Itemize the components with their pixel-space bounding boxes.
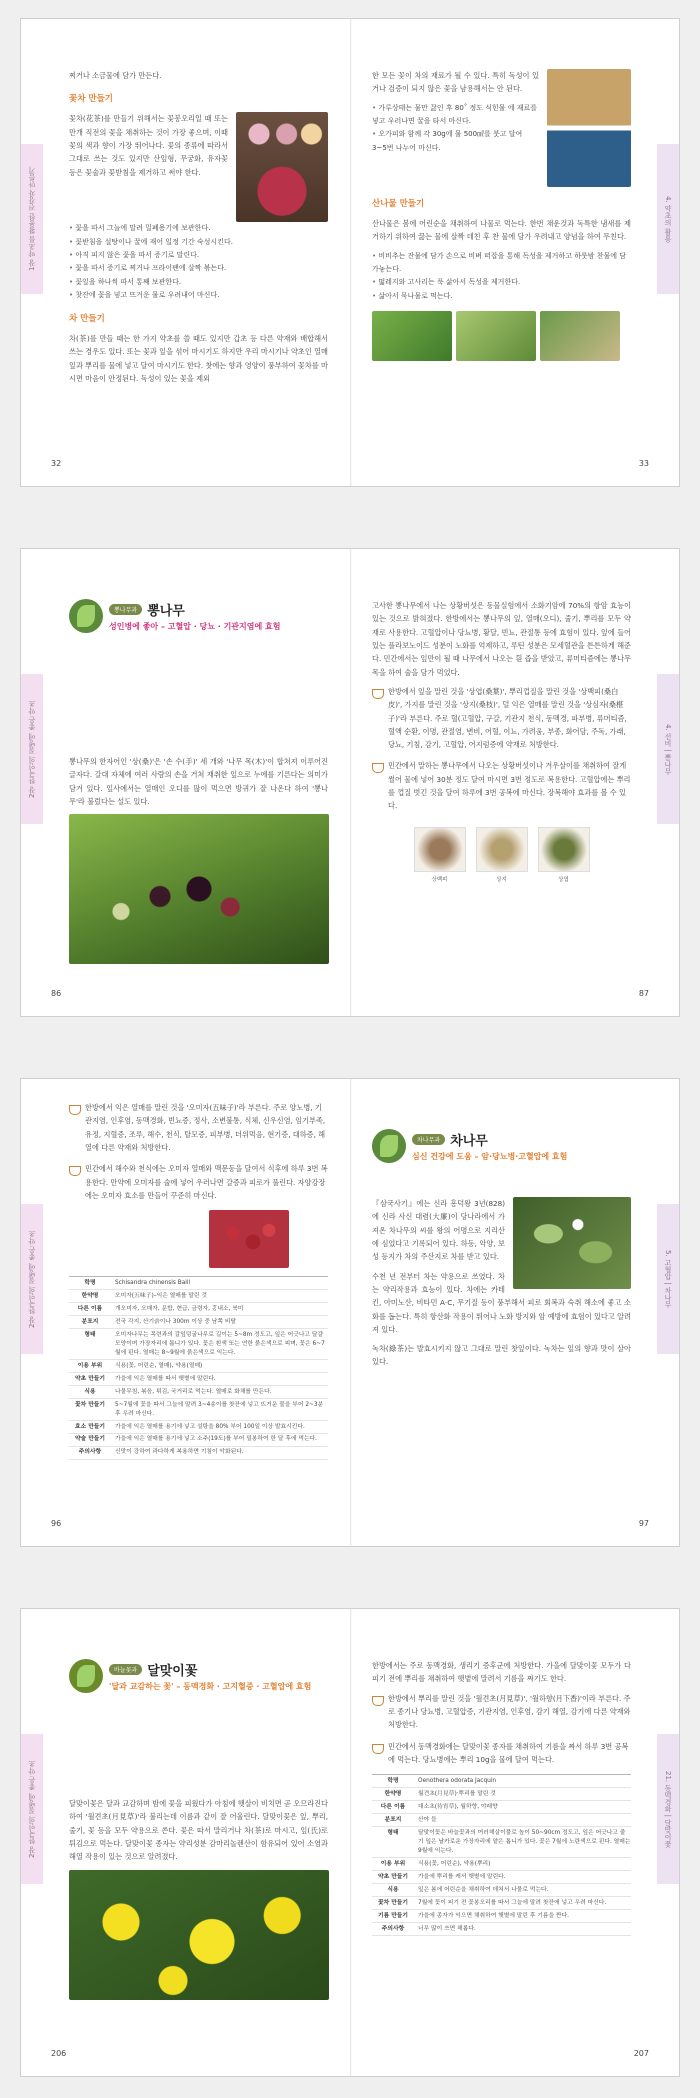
page-32 [21,19,350,486]
chapter-tab: 2장 한국인의 질병에 좋은 약초 [21,1734,43,1884]
tip-text: 한방에서 뿌리를 말린 것을 '월견초(月見草)', '월하향(月下香)'이라 부른다. 주로 종기나 당뇨병, 고혈압증, 기관지염, 인후염, 감기 해열, 감기에 다른 약재와 처방한다. [388,1693,631,1730]
tip-row [372,1692,631,1732]
tip-row [372,685,631,752]
plant-desc: '달과 교감하는 꽃' – 동맥경화 · 고지혈증 · 고혈압에 효험 [109,1682,312,1691]
intro-text: 찌거나 소금물에 담가 만든다. [69,71,162,80]
plant-desc: 성인병에 좋아 – 고혈압 · 당뇨 · 기관지염에 효험 [109,622,281,631]
tip-text: 한방에서 잎을 말린 것을 '상엽(桑葉)', 뿌리껍질을 말린 것을 '상백피(桑白皮)', 가지를 말린 것을 '상지(桑枝)', 덜 익은 열매를 말린 것을 '상심자(桑椹子)'라 부른다. 주로 혈(고혈압, 구갈, 기관지 천식, 동맥경, 파부병, 류머티즘, 혈액 순환, 이명, 관절염, 변비, 어혈, 이뇨, 가려움, 부종, 화어담, 주독, 가래, 당뇨, 기침, 감기, 고혈압, 어지럼증에 약재로 처방한다. [388,686,627,750]
table-row: 형태 오미자나무는 목련과의 갈잎덩굴나무로 길이는 5~8m 정도고, 잎은 어긋나고 달걀 모양이며 가장자리에 톱니가 있다. 꽃은 흰색 또는 연한 붉은색으로 피며, 꽃은 6~7월에 핀다. 열매는 8~9월에 붉은색으로 익는다. [69,1329,328,1360]
flower-tea-steps [69,222,328,302]
page-87 [350,549,679,1016]
table-row: 주의사항 신맛이 강하여 과다하게 복용하면 기침이 악화된다. [69,1447,328,1460]
plant-title: 뽕나무 [147,604,185,619]
table-row: 꽃차 만들기 7월에 꽃이 피기 전 꽃봉오리를 따서 그늘에 말려 찻잔에 넣고 우려 마신다. [372,1897,631,1910]
page-number: 206 [51,2049,67,2058]
family-badge: 바늘꽃과 [109,1664,142,1675]
plant-body: 수천 년 전부터 차는 약용으로 쓰였다. 차는 약리작용과 효능이 있다. 차에는 카테킨, 아미노산, 비타민 A·C, 무기질 등이 풍부해서 피로 회복과 숙취 해소에 좋고 소화를 돕는다. 특히 항산화 작용이 뛰어나 노화 방지와 암 예방에 효험이 있다고 알려져 있다. [372,1271,631,1334]
family-badge: 뽕나무과 [109,604,142,615]
table-row: 식용 나물무침, 볶음, 튀김, 국거리로 먹는다. 열매로 화채를 만든다. [69,1386,328,1399]
herb-thumb: 상백피 [414,827,466,883]
plant-header [69,1659,328,1693]
teacup-icon [69,1166,81,1176]
list-item: • 아직 피지 않은 꽃을 따서 증기로 말린다. [69,249,328,262]
table-row: 다른 이름 대소초(待宵草), 월하향, 야래향 [372,1801,631,1814]
page-number: 86 [51,989,62,998]
spec-table [69,1276,328,1460]
greens-steps [372,250,631,303]
page-206 [21,1609,350,2076]
flower-icon [69,1659,103,1693]
plant-title: 차나무 [450,1134,488,1149]
page-96 [21,1079,350,1546]
tip-row [69,1101,328,1154]
spread-pages-32-33 [20,18,680,487]
page-number: 87 [638,989,649,998]
page-number: 207 [633,2049,649,2058]
table-row: 주의사항 너무 많이 쓰면 해롭다. [372,1923,631,1936]
plant-desc: 심신 건강에 도움 – 암·당뇨병·고혈압에 효험 [412,1152,568,1161]
table-row: 기름 만들기 가을에 종자가 익으면 채취하여 햇볕에 말린 후 기름을 짠다. [372,1910,631,1923]
plant-header [69,599,328,633]
list-item: • 꽃을 따서 증기로 찌거나 프라이팬에 살짝 볶는다. [69,262,328,275]
teacup-icon [69,1105,81,1115]
chapter-tab: 2장 한국인의 질병에 좋은 약초 [21,1204,43,1354]
intro-text: 고사한 뽕나무에서 나는 상황버섯은 동물실험에서 소화기암에 70%의 항암 효능이 있는 것으로 밝혀졌다. 한방에서는 뽕나무의 잎, 열매(오디), 줄기, 뿌리를 모두 약재로 사용한다. 고혈압이나 당뇨병, 황달, 빈뇨, 관절통 등에 효험이 있다. 잎에 들어 있는 플라보노이드 성분이 노화를 억제하고, 루틴 성분은 모세혈관을 튼튼하게 해준다. 민간에서는 잎만이 될 때 나무에서 나오는 흰 즙을 받았고, 류머티즘에는 뽕나무 목을 하여 술을 담가 먹었다. [372,601,631,677]
table-row: 학명 Schisandra chinensis Baill [69,1277,328,1290]
flower-tea-body: 꽃차(花茶)를 만들기 위해서는 꽃봉오리일 때 또는 만개 직전의 꽃을 채취하는 것이 가장 좋으며, 이때 꽃의 색과 향이 가장 뛰어나다. 꽃의 종류에 따라서 그대로 쓰는 것도 있지만 산잎형, 무궁화, 유자꽃 등은 꽃술과 꽃받침을 제거하고 써야 한다. [69,114,228,177]
page-number: 96 [51,1519,62,1528]
list-item: • 떫레지와 고사리는 푹 삶아서 독성을 제거한다. [372,276,631,289]
tea-jars-photo [547,69,631,187]
teacup-icon [372,689,384,699]
plant-title: 달맞이꽃 [147,1664,198,1679]
family-badge: 차나무과 [412,1134,445,1145]
table-row: 학명 Oenothera odorata Jacquin [372,1775,631,1788]
flower-tea-heading: 꽃차 만들기 [69,94,114,105]
table-row: 약초 만들기 가을에 익은 열매를 따서 햇볕에 말린다. [69,1373,328,1386]
mulberry-photo [69,814,329,964]
list-item: • 꽃잎을 하나씩 따서 통째 보관한다. [69,276,328,289]
greens-photo [456,311,536,361]
leaf-icon [372,1129,406,1163]
list-item: • 비비추는 잔물에 담가 손으로 비벼 떠잡을 통해 독성을 제거하고 하룻밤 찬물에 담가놓는다. [372,250,631,277]
page-number: 32 [51,459,62,468]
herb-thumb: 상지 [476,827,528,883]
table-row: 약술 만들기 가을에 익은 열매를 용기에 넣고 소주(19도)를 부어 밀봉하여 한 달 후에 먹는다. [69,1434,328,1447]
teacup-icon [372,763,384,773]
tip-text: 민간에서 동맥경화에는 달맞이꽃 종자를 채취하여 기름을 짜서 하루 3번 공복에 먹는다. 당뇨병에는 뿌리 10g을 물에 달여 먹는다. [388,1741,629,1764]
spec-table [372,1774,631,1936]
chapter-tab: 2장 한국인의 질병에 좋은 약초 [21,674,43,824]
tea-heading: 차 만들기 [69,314,105,325]
list-item: • 가루상태는 물만 끓인 후 80˚ 정도 식힌물 에 재료를 넣고 우러나면 꿀을 타서 마신다. [372,102,631,129]
page-number: 33 [638,459,649,468]
plant-body: 『삼국사기』에는 신라 흥덕왕 3년(828)에 신라 사신 대렴(大廉)이 당나라에서 가져온 차나무의 씨를 왕의 어명으로 지리산에 심었다고 기록되어 있다. 하동, 악양, 보성 등지가 차의 주산지로 차를 받고 있다. [372,1199,505,1262]
herb-thumb: 상엽 [538,827,590,883]
page-33 [350,19,679,486]
leaf-icon [69,599,103,633]
table-row: 식용 잎은 봄에 어린순을 채취하여 데쳐서 나물로 먹는다. [372,1884,631,1897]
table-row: 분포지 전국 각지, 산기슭이나 300m 이상 중 남쪽 비탈 [69,1316,328,1329]
table-row: 꽃차 만들기 5~7월에 꽃을 따서 그늘에 말려 3~4송이를 찻잔에 넣고 뜨거운 물을 부어 2~3분 후 우려 마신다. [69,1399,328,1421]
chapter-tab: 4. 선비 | 뽕나무 [657,674,679,824]
page-97 [350,1079,679,1546]
teacup-icon [372,1744,384,1754]
tea-body: 차(茶)를 만들 때는 한 가지 약초를 쓸 때도 있지만 갑초 등 다른 약재와 배합해서 쓰는 경우도 있다. 또는 꽃과 잎을 섞어 마시기도 하지만 우리 마시기나 약초인 열매 잎과 뿌리를 물에 넣고 달여 마시기도 한다. 찻에는 향과 영양이 풍부하여 꽃차를 마시면 마음이 안정된다. 독성이 있는 꽃을 제외 [69,334,328,384]
chapter-tab: 4. 약초의 활용 [657,144,679,294]
tip-text: 민간에서 해수와 천식에는 오미자 열매와 맥문동을 달여서 식후에 하루 3번 복용한다. 만약에 오미자를 술에 넣어 우러나면 갈증과 피로가 풀린다. 자양강장에는 오미자 효소를 만들어 꾸준히 마신다. [85,1164,328,1200]
table-row: 분포지 산야 들 [372,1814,631,1827]
schisandra-photo [209,1210,289,1268]
spread-pages-206-207 [20,1608,680,2077]
plant-body: 뽕나무의 한자어인 '상(桑)'은 '손 수(手)' 세 개와 '나무 목(木)'이 합쳐져 이루어진 글자다. 갈대 자체에 여러 사람의 손을 거쳐 재취한 잎으로 누에를 기른다는 의미가 담겨 있다. 잎사에서는 열매인 오디를 많이 먹으면 방귀가 잘 나온다 하여 '뽕나무'라 불렀다는 설도 있다. [69,757,328,806]
tip-text: 한방에서 익은 열매를 말린 것을 '오미자(五味子)'라 부른다. 주로 양노병, 기관지염, 인후염, 동맥경화, 빈뇨증, 정사, 소변불통, 식체, 신우신염, 임기부족, 유정, 지혈증, 조루, 해수, 천식, 탈모증, 피부병, 더위먹음, 현기증, 대하증, 해열에 다른 약재와 처방한다. [85,1103,326,1152]
list-item: • 오가피와 함께 각 30g에 물 500㎖를 붓고 달여 3~5번 나누어 마신다. [372,128,631,155]
table-row: 약초 만들기 가을에 뿌리를 캐서 햇볕에 말린다. [372,1871,631,1884]
chapter-tab: 21. 동맥경화 | 달맞이꽃 [657,1734,679,1884]
greens-photo [540,311,620,361]
flower-tea-photo [236,112,328,222]
herb-thumbnails [372,827,631,883]
tip-row [372,759,631,812]
greens-body: 산나물은 봄에 어린순을 채취하여 나물로 먹는다. 한번 채운것과 독특한 냄새를 제거하기 위하여 끓는 물에 살짝 데친 후 찬 물에 담가 우려내고 양념을 하여 무친다. [372,219,631,242]
tip-row [372,1740,631,1767]
plant-body: 녹차(綠茶)는 발효시키지 않고 그대로 말린 찻잎이다. 녹차는 잎의 향과 맛이 살아 있다. [372,1344,631,1367]
page-86 [21,549,350,1016]
list-item: • 꽃받침을 설탕이나 꿀에 재어 일정 기간 숙성시킨다. [69,236,328,249]
intro-text: 한방에서는 주로 동맥경화, 생리기 증후군에 처방한다. 가을에 달맞이꽃 모두가 다 피기 전에 뿌리를 채취하여 햇볕에 말려서 기름을 짜기도 한다. [372,1661,631,1684]
chapter-tab: 1장 약초를 활용한 건강차 만들기 [21,144,43,294]
page-207 [350,1609,679,2076]
table-row: 한약명 오미자(五味子)–익은 열매를 말린 것 [69,1290,328,1303]
greens-photo [372,311,452,361]
list-item: • 찻잔에 꽃을 넣고 뜨거운 물로 우려내어 마신다. [69,289,328,302]
teacup-icon [372,1696,384,1706]
page-number: 97 [638,1519,649,1528]
table-row: 형태 달맞이꽃은 바늘꽃과의 여러해살이풀로 높이 50~90cm 정도고, 잎은 어긋나고 줄기 잎은 날카로운 가장자리에 얕은 톱니가 있다. 꽃은 7월에 노란색으로 핀다. 열매는 9월에 익는다. [372,1827,631,1858]
spread-pages-86-87 [20,548,680,1017]
tip-row [69,1162,328,1202]
table-row: 이용 부위 식용(꽃, 어린순, 열매), 약용(열매) [69,1360,328,1373]
list-item: • 삶아서 묵나물로 먹는다. [372,290,631,303]
spread-pages-96-97 [20,1078,680,1547]
intro-text: 한 모든 꽃이 차의 재료가 될 수 있다. 특히 독성이 있거나 검증이 되지 않은 꽃을 남용해서는 안 된다. [372,71,539,94]
table-row: 다른 이름 개오미자, 오매자, 문합, 현급, 금령자, 홍내소, 북미 [69,1303,328,1316]
table-row: 효소 만들기 가을에 익은 열매를 용기에 넣고 설탕을 80% 부어 100일 이상 발효시킨다. [69,1421,328,1434]
evening-primrose-photo [69,1870,329,2000]
table-row: 한약명 월견초(月見草)·뿌리를 말린 것 [372,1788,631,1801]
list-item: • 꽃을 따서 그늘에 말려 밀폐용기에 보관한다. [69,222,328,235]
tea-plant-photo [513,1197,631,1289]
greens-heading: 산나물 만들기 [372,199,425,209]
tip-text: 민간에서 말하는 뽕나무에서 나오는 상황버섯이나 겨우살이를 채취하여 잘게 썰어 물에 넣어 30분 정도 달여 마시면 3번 정도로 복용한다. 고혈압에는 뿌리를 껍질 벗긴 것을 달여 하루에 3번 공복에 마신다. 장복해야 효과를 볼 수 있다. [388,761,631,811]
table-row: 이용 부위 식용(꽃, 어린순), 약용(뿌리) [372,1858,631,1871]
plant-header [372,1129,631,1163]
chapter-tab: 5. 고혈압 | 차나무 [657,1204,679,1354]
plant-body: 달맞이꽃은 달과 교감하며 밤에 꽃을 피웠다가 아침에 햇살이 비치면 곧 오므라진다 하여 '월견초(月見草)'라 불리는데 이름과 같이 잘 어울린다. 달맞이꽃은 잎, 뿌리, 줄기, 꽃 등을 모두 약용으로 쓴다. 꽃은 따서 말리거나 차(茶)로 마시고, 잎(氏)로 튀김으로 먹는다. 달맞이꽃 종자는 약리성분 감마리놀렌산이 함유되어 있어 소염과 해열 작용이 있는 것으로 알려졌다. [69,1799,328,1862]
